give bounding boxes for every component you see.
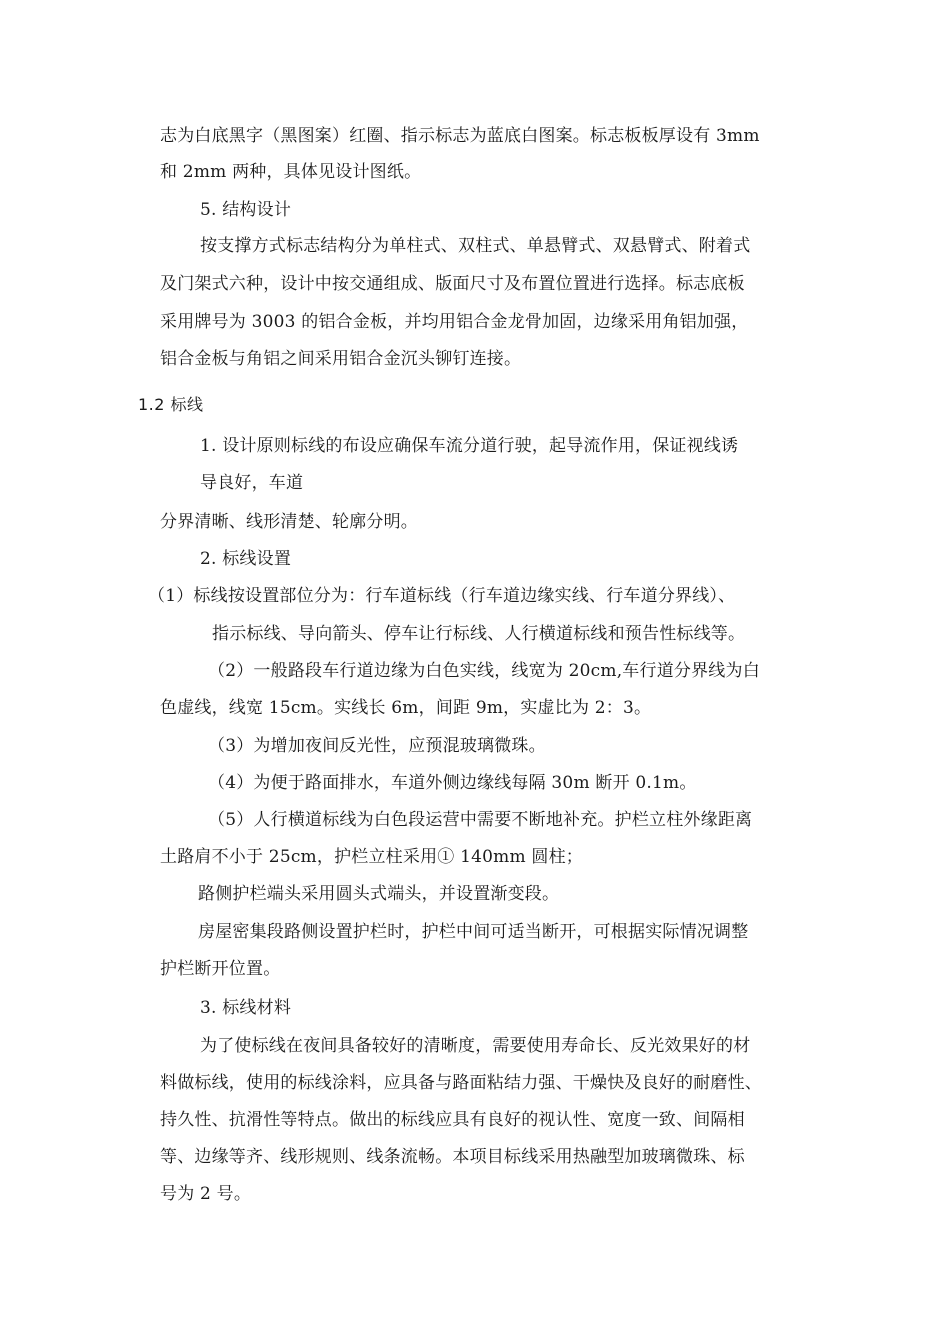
text-line: 房屋密集段路侧设置护栏时，护栏中间可适当断开，可根据实际情况调整 bbox=[198, 922, 749, 942]
section-heading: 2. 标线设置 bbox=[200, 549, 292, 569]
text-line: （5）人行横道标线为白色段运营中需要不断地补充。护栏立柱外缘距离 bbox=[208, 810, 753, 830]
text-line: 按支撑方式标志结构分为单柱式、双柱式、单悬臂式、双悬臂式、附着式 bbox=[200, 236, 751, 256]
text-line: 路侧护栏端头采用圆头式端头，并设置渐变段。 bbox=[198, 884, 560, 904]
text-line: 志为白底黑字（黑图案）红圈、指示标志为蓝底白图案。标志板板厚设有 3mm bbox=[160, 126, 760, 146]
text-line: 和 2mm 两种，具体见设计图纸。 bbox=[160, 162, 422, 182]
section-heading: 1.2 标线 bbox=[138, 395, 204, 414]
text-line: 等、边缘等齐、线形规则、线条流畅。本项目标线采用热融型加玻璃微珠、标 bbox=[160, 1147, 745, 1167]
text-line: （2）一般路段车行道边缘为白色实线，线宽为 20cm,车行道分界线为白 bbox=[208, 661, 760, 681]
text-line: 为了使标线在夜间具备较好的清晰度，需要使用寿命长、反光效果好的材 bbox=[200, 1036, 751, 1056]
text-line: 持久性、抗滑性等特点。做出的标线应具有良好的视认性、宽度一致、间隔相 bbox=[160, 1110, 745, 1130]
text-line: （3）为增加夜间反光性，应预混玻璃微珠。 bbox=[208, 736, 546, 756]
text-line: 1. 设计原则标线的布设应确保车流分道行驶，起导流作用，保证视线诱 bbox=[200, 436, 739, 456]
section-heading: 5. 结构设计 bbox=[200, 200, 292, 220]
text-line: 色虚线，线宽 15cm。实线长 6m，间距 9m，实虚比为 2：3。 bbox=[160, 698, 652, 718]
text-line: 铝合金板与角铝之间采用铝合金沉头铆钉连接。 bbox=[160, 349, 522, 369]
text-line: 指示标线、导向箭头、停车让行标线、人行横道标线和预告性标线等。 bbox=[212, 624, 746, 644]
text-line: （4）为便于路面排水，车道外侧边缘线每隔 30m 断开 0.1m。 bbox=[208, 773, 697, 793]
text-line: 采用牌号为 3003 的铝合金板，并均用铝合金龙骨加固，边缘采用角铝加强， bbox=[160, 312, 749, 332]
text-line: 分界清晰、线形清楚、轮廓分明。 bbox=[160, 512, 418, 532]
text-line: 护栏断开位置。 bbox=[160, 959, 281, 979]
section-heading: 3. 标线材料 bbox=[200, 998, 292, 1018]
text-line: （1）标线按设置部位分为：行车道标线（行车道边缘实线、行车道分界线）、 bbox=[148, 586, 736, 606]
text-line: 号为 2 号。 bbox=[160, 1184, 252, 1204]
text-line: 及门架式六种，设计中按交通组成、版面尺寸及布置位置进行选择。标志底板 bbox=[160, 274, 745, 294]
text-line: 料做标线，使用的标线涂料，应具备与路面粘结力强、干燥快及良好的耐磨性、 bbox=[160, 1073, 762, 1093]
text-line: 导良好，车道 bbox=[200, 473, 304, 493]
text-line: 土路肩不小于 25cm，护栏立柱采用① 140mm 圆柱； bbox=[160, 847, 583, 867]
